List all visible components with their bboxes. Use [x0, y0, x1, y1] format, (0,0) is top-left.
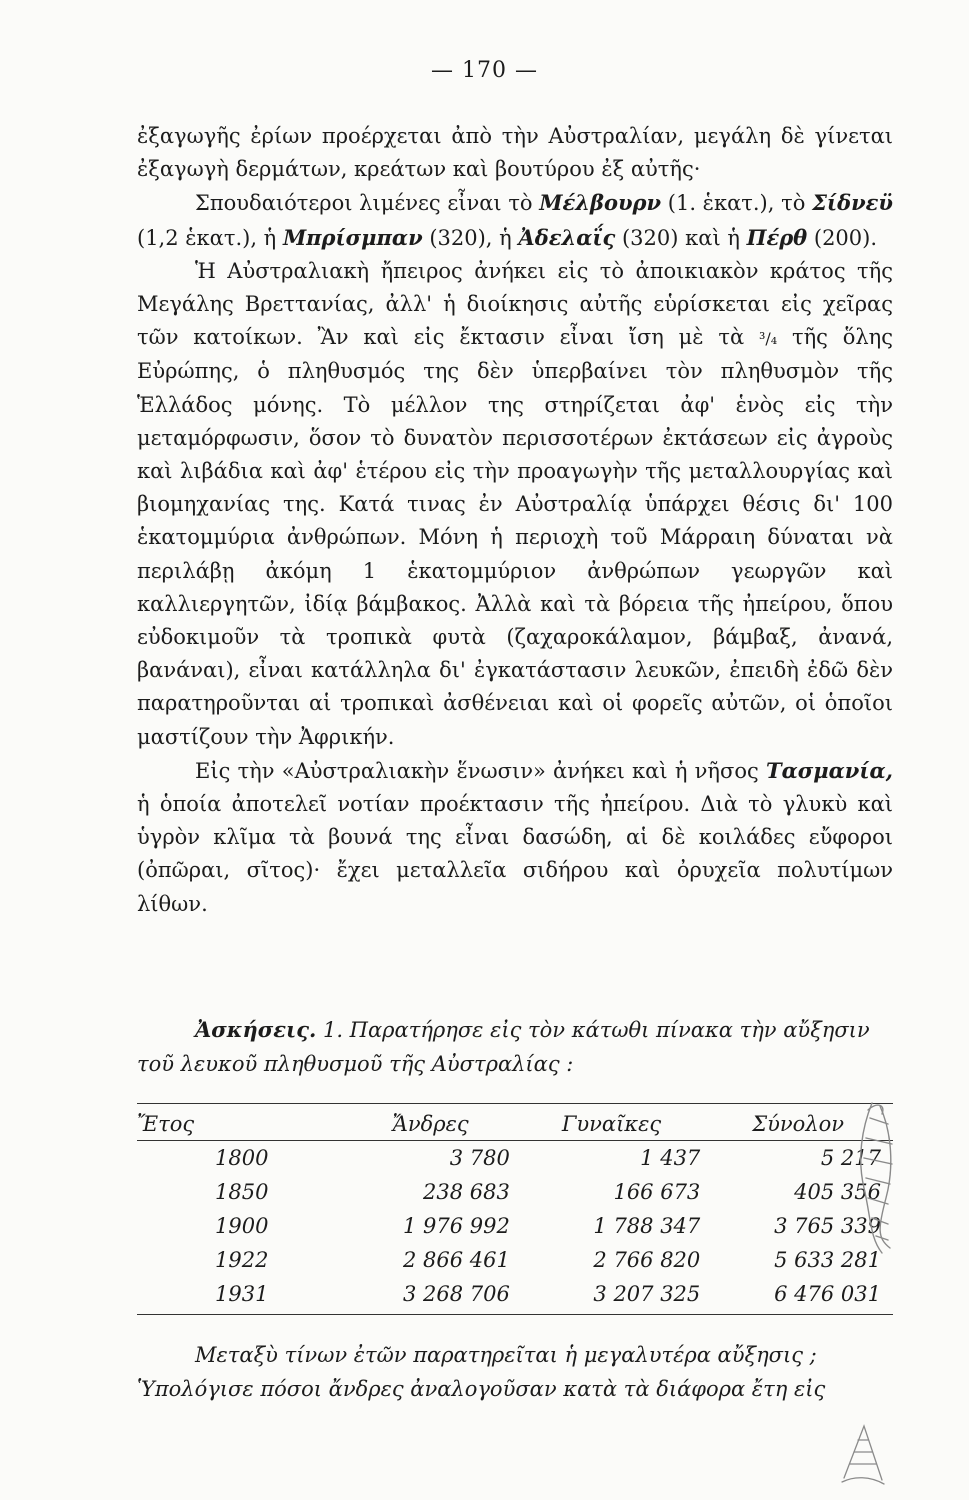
text-run: Εἰς τὴν «Αὐστραλιακὴν ἕνωσιν» ἀνήκει καὶ ἡ νῆσος: [195, 758, 766, 783]
island-tasmania: Τασμανία,: [765, 757, 893, 783]
port-adelaide: Ἀδελαΐς: [518, 224, 616, 250]
cell-year: 1922: [215, 1248, 269, 1272]
cell-men: 3 268 706: [322, 1277, 521, 1315]
paragraph-ports: [137, 186, 893, 254]
exercise-section: [137, 1013, 893, 1081]
exercise-label: Ἀσκήσεις.: [195, 1017, 317, 1042]
table-row: [137, 1243, 893, 1277]
header-women: Γυναῖκες: [522, 1104, 712, 1141]
page-number: — 170 —: [431, 58, 538, 83]
header-total: Σύνολον: [712, 1104, 893, 1141]
body-text: [137, 120, 893, 921]
paragraph-wool-exports: [137, 120, 893, 186]
question-men-ratio: Ὑπολόγισε πόσοι ἄνδρες ἀναλογοῦσαν κατὰ τὰ διάφορα ἔτη εἰς: [137, 1377, 826, 1401]
cell-total: 5 217: [820, 1146, 881, 1170]
closing-questions: [137, 1338, 893, 1406]
text-run: (200).: [807, 225, 878, 250]
cell-men: 3 780: [449, 1146, 510, 1170]
exercise-prompt: [137, 1013, 893, 1081]
cell-men: 2 866 461: [402, 1248, 510, 1272]
text-run: (320), ἡ: [422, 225, 519, 250]
table-row: [137, 1209, 893, 1243]
port-perth: Πέρθ: [746, 224, 808, 250]
cell-year: 1800: [215, 1146, 269, 1170]
cell-year: 1900: [215, 1214, 269, 1238]
population-table: [137, 1103, 893, 1315]
fraction: ³/₄: [758, 329, 778, 349]
header-year: Ἔτος: [137, 1104, 322, 1141]
cell-total: 6 476 031: [712, 1277, 893, 1315]
port-sydney: Σίδνεϋ: [812, 190, 893, 216]
text-run: Ἡ Αὐστραλιακὴ ἤπειρος ἀνήκει εἰς τὸ ἀποικιακὸν κράτος τῆς Μεγάλης Βρεττανίας, ἀλλ' ἡ διοίκησις αὐτῆς εὑρίσκεται εἰς χεῖρας τῶν κατοίκων. Ἂν καὶ εἰς ἔκτασιν εἶναι ἴση μὲ τὰ: [137, 258, 893, 350]
table-row: [137, 1141, 893, 1176]
pencil-scribble-icon: [842, 1098, 912, 1258]
cell-total: 3 765 339: [774, 1214, 881, 1238]
cell-men: 238 683: [422, 1180, 510, 1204]
text-run: ἡ ὁποία ἀποτελεῖ νοτίαν προέκτασιν τῆς ἠπείρου. Διὰ τὸ γλυκὺ καὶ ὑγρὸν κλῖμα τὰ βουνά της εἶναι δασώδη, αἱ δὲ κοιλάδες εὔφοροι (ὀπῶραι, σῖτος)· ἔχει μεταλλεῖα σιδήρου καὶ ὀρυχεῖα πολυτίμων λίθων.: [137, 792, 893, 916]
cell-year: 1931: [137, 1277, 322, 1315]
exercise-text: 1. Παρατήρησε εἰς τὸν κάτωθι πίνακα τὴν αὔξησιν τοῦ λευκοῦ πληθυσμοῦ τῆς Αὐστραλίας :: [137, 1018, 870, 1076]
pencil-scribble-icon: [834, 1418, 890, 1488]
text-run: τῆς ὅλης Εὐρώπης, ὁ πληθυσμός της δὲν ὑπερβαίνει τὸν πληθυσμὸν τῆς Ἑλλάδος μόνης. Τὸ μέλλον της στηρίζεται ἀφ' ἑνὸς εἰς τὴν μεταμόρφωσιν, ὅσον τὸ δυνατὸν περισσοτέρων ἐκτάσεων εἰς ἀγροὺς καὶ λιβάδια καὶ ἀφ' ἑτέρου εἰς τὴν προαγωγὴν τῆς μεταλλουργίας καὶ βιομηχανίας της. Κατά τινας ἐν Αὐστραλίᾳ ὑπάρχει θέσις δι' 100 ἑκατομμύρια ἀνθρώπων. Μόνη ἡ περιοχὴ τοῦ Μάρραιη δύναται νὰ περιλάβῃ ἀκόμη 1 ἑκατομμύριον ἀνθρώπων γεωργῶν καὶ καλλιεργητῶν, ἰδίᾳ βάμβακος. Ἀλλὰ καὶ τὰ βόρεια τῆς ἠπείρου, ὅπου εὐδοκιμοῦν τὰ τροπικὰ φυτὰ (ζαχαροκάλαμον, βάμβαξ, ἀνανά, βανάναι), εἶναι κατάλληλα δι' ἐγκατάστασιν λευκῶν, ἐπειδὴ ἐδῶ δὲν παρατηροῦνται αἱ τροπικαὶ ἀσθένειαι καὶ οἱ φορεῖς αὐτῶν, οἱ ὁποῖοι μαστίζουν τὴν Ἀφρικήν.: [137, 325, 893, 749]
cell-men: 1 976 992: [402, 1214, 510, 1238]
port-melbourne: Μέλβουρν: [539, 190, 662, 216]
question-largest-increase: Μεταξὺ τίνων ἐτῶν παρατηρεῖται ἡ μεγαλυτέρα αὔξησις ;: [195, 1343, 817, 1367]
cell-women: 1 437: [640, 1146, 701, 1170]
cell-women: 3 207 325: [522, 1277, 712, 1315]
table-row: [137, 1277, 893, 1315]
paragraph-australian-continent: [137, 255, 893, 754]
text-run: (1,2 ἑκατ.), ἡ: [137, 225, 283, 250]
cell-total: 405 356: [794, 1180, 881, 1204]
text-run: (320) καὶ ἡ: [615, 225, 747, 250]
cell-total: 5 633 281: [774, 1248, 881, 1272]
table-row: [137, 1175, 893, 1209]
port-brisbane: Μπρίσμπαν: [282, 224, 423, 250]
cell-women: 1 788 347: [593, 1214, 701, 1238]
cell-women: 2 766 820: [593, 1248, 701, 1272]
cell-women: 166 673: [613, 1180, 701, 1204]
text-run: (1. ἑκατ.), τὸ: [661, 191, 813, 216]
paragraph-tasmania: [137, 754, 893, 921]
cell-year: 1850: [215, 1180, 269, 1204]
text-run: Σπουδαιότεροι λιμένες εἶναι τὸ: [195, 191, 540, 216]
header-men: Ἄνδρες: [322, 1104, 521, 1141]
paragraph-text: ἐξαγωγῆς ἐρίων προέρχεται ἀπὸ τὴν Αὐστραλίαν, μεγάλη δὲ γίνεται ἐξαγωγὴ δερμάτων, κρεάτων καὶ βουτύρου ἐξ αὐτῆς·: [137, 124, 893, 182]
table-header-row: [137, 1104, 893, 1141]
